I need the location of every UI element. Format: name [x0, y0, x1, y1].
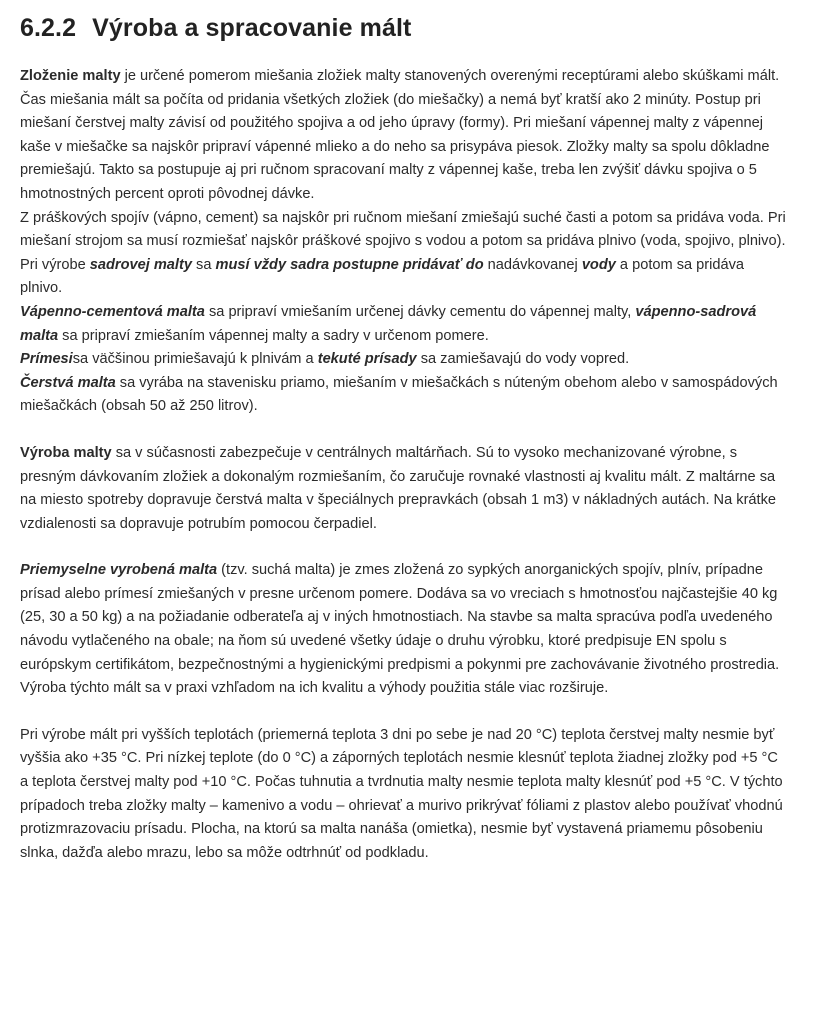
- term-cerstva-malta: Čerstvá malta: [20, 374, 116, 391]
- term-vapenno-cementova: Vápenno-cementová malta: [20, 303, 205, 320]
- term-vody: vody: [581, 256, 616, 273]
- term-sadrova-malta: sadrovej malty: [89, 256, 192, 273]
- term-primesi: Prímesi: [20, 351, 73, 368]
- term-vyroba-malty: Výroba malty: [20, 444, 112, 461]
- paragraph-admixtures: Prímesisa väčšinou primiešavajú k plnivám a tekuté prísady sa zamiešavajú do vody vopred.: [20, 351, 630, 368]
- term-tekute-prisady: tekuté prísady: [317, 351, 417, 368]
- term-vapenno-sadrova: vápenno-sadrová malta: [20, 303, 757, 344]
- term-zlozenie-malty: Zloženie malty: [20, 68, 121, 84]
- term-musi-vzdy: musí vždy sadra postupne pridávať do: [215, 256, 484, 273]
- section-number: 6.2.2: [20, 14, 77, 42]
- paragraph-production: Výroba malty sa v súčasnosti zabezpečuje v centrálnych maltárňach. Sú to vysoko mechanizované výrobne, s presným dávkovaním zložiek a dokonalým rozmiešaním, čo zaručuje rovnaké vlastnosti aj kvalitu mált. Z maltárne sa na miesto spotreby dopravuje čerstvá malta v špeciálnych prepravkách (obsah 1 m3) v nákladných autách. Na krátke vzdialenosti sa dopravuje potrubím pomocou čerpadiel.: [20, 444, 777, 532]
- section-mixing: [20, 65, 786, 419]
- paragraph-gypsum-mortar: Pri výrobe sadrovej malty sa musí vždy sadra postupne pridávať do nadávkovanej vody a potom sa pridáva plnivo.: [20, 256, 745, 297]
- paragraph-composition: Zloženie malty je určené pomerom miešania zložiek malty stanovených overenými receptúrami alebo skúškami mált. Čas miešania mált sa počíta od pridania všetkých zložiek (do miešačky) a nemá byť kratší ako 2 minúty. Postup pri miešaní čerstvej malty závisí od použitého spojiva a od jeho úpravy (formy). Pri miešaní vápennej malty z vápennej kaše v miešačke sa najskôr pripraví vápenné mlieko a do neho sa prisypáva piesok. Zložky malty sa spolu dôkladne premiešajú. Takto sa postupuje aj pri ručnom spracovaní malty z vápennej kaše, treba len zvýšiť dávku spojiva o 5 hmotnostných percent oproti pôvodnej dávke.: [20, 68, 780, 202]
- paragraph-powder-binders: Z práškových spojív (vápno, cement) sa najskôr pri ručnom miešaní zmiešajú suché časti a potom sa pridáva voda. Pri miešaní strojom sa musí rozmiešať najskôr práškové spojivo s vodou a potom sa pridáva plnivo (voda, spojivo, plnivo).: [20, 209, 786, 250]
- section-title: Výroba a spracovanie mált: [92, 14, 412, 42]
- paragraph-industrial: Priemyselne vyrobená malta (tzv. suchá malta) je zmes zložená zo sypkých anorganických spojív, plnív, prípadne prísad alebo prímesí zmiešaných v presne určenom pomere. Dodáva sa vo vreciach s hmotnosťou najčastejšie 40 kg (25, 30 a 50 kg) a na požiadanie odberateľa aj v iných hmotnostiach. Na stavbe sa malta spracúva podľa uvedeného návodu vytlačeného na obale; na ňom sú uvedené všetky údaje o druhu výrobku, ktoré predpisuje EN spolu s európskym certifikátom, bezpečnostnými a hygienickými predpismi a pokynmi pre zachovávanie životného prostredia. Výroba týchto mált sa v praxi vzhľadom na ich kvalitu a výhody použitia stále viac rozširuje.: [20, 562, 780, 697]
- paragraph-fresh-mortar: Čerstvá malta sa vyrába na stavenisku priamo, miešaním v miešačkách s núteným obehom alebo v samospádových miešačkách (obsah 50 až 250 litrov).: [20, 374, 778, 415]
- section-heading: [20, 14, 786, 43]
- section-industrial: [20, 559, 786, 701]
- section-temperature: [20, 724, 786, 866]
- paragraph-temperature: Pri výrobe mált pri vyšších teplotách (priemerná teplota 3 dni po sebe je nad 20 °C) teplota čerstvej malty nesmie byť vyššia ako +35 °C. Pri nízkej teplote (do 0 °C) a záporných teplotách nesmie klesnúť teplota žiadnej zložky pod +5 °C a teplota čerstvej malty pod +10 °C. Počas tuhnutia a tvrdnutia malty nesmie teplota malty klesnúť pod +5 °C. V týchto prípadoch treba zložky malty – kamenivo a vodu – ohrievať a murivo prikrývať fóliami z plastov alebo používať vhodnú protizmrazovaciu prísadu. Plocha, na ktorú sa malta nanáša (omietka), nesmie byť vystavená priamemu pôsobeniu slnka, dažďa alebo mrazu, lebo sa môže odtrhnúť od podkladu.: [20, 726, 783, 861]
- paragraph-lime-cement: Vápenno-cementová malta sa pripraví vmiešaním určenej dávky cementu do vápennej malty, vápenno-sadrová malta sa pripraví zmiešaním vápennej malty a sadry v určenom pomere.: [20, 303, 757, 344]
- section-production: [20, 442, 786, 536]
- term-priemyselne-vyrobena: Priemyselne vyrobená malta: [20, 562, 218, 579]
